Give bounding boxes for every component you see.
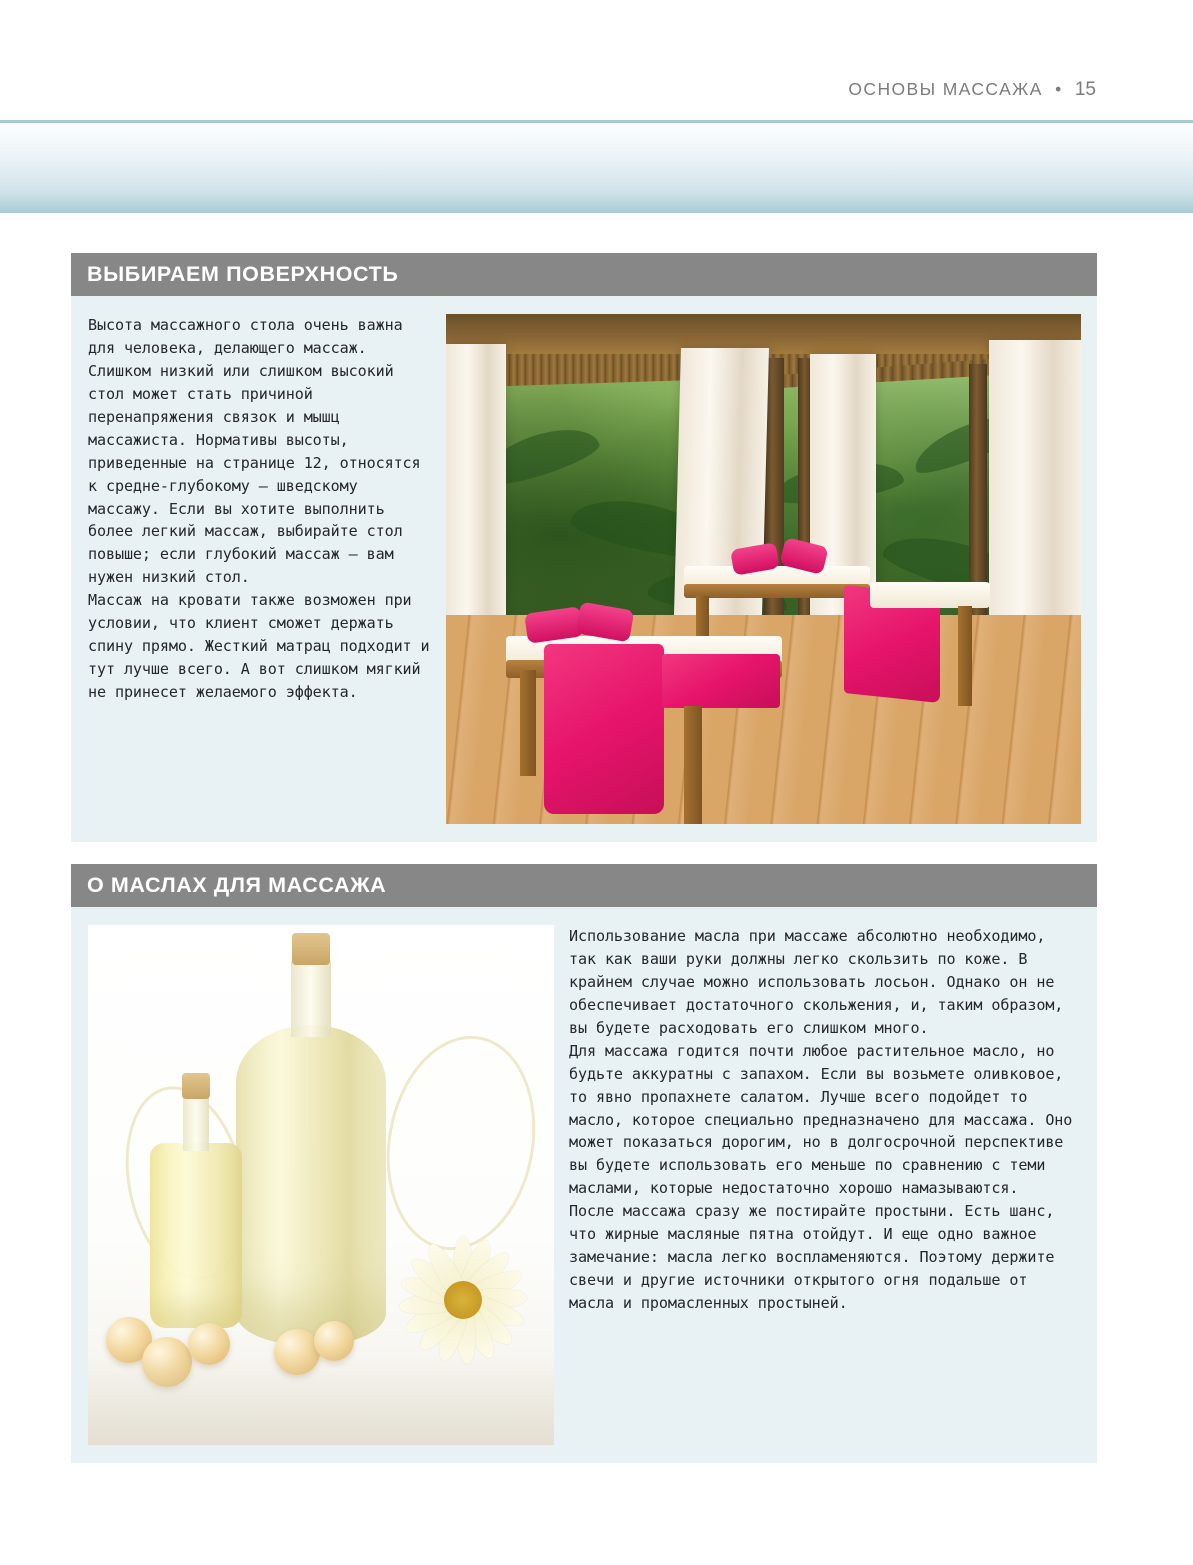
paragraph: Массаж на кровати также возможен при условии, что клиент сможет держать спину прямо. Жесткий матрац подходит и тут лучше всего. А вот слишком мягкий не принесет желаемого эффекта. bbox=[88, 591, 430, 701]
oil-bottle-large bbox=[236, 1025, 386, 1345]
section-body bbox=[71, 296, 1097, 842]
section-title-text: О МАСЛАХ ДЛЯ МАССАЖА bbox=[87, 873, 387, 897]
running-head bbox=[848, 79, 1096, 101]
section-title-bar bbox=[71, 253, 1097, 296]
pink-sheet-near-fold bbox=[662, 654, 780, 708]
section-choosing-surface bbox=[71, 253, 1097, 842]
massage-table-far-frame bbox=[684, 584, 870, 598]
table-leg bbox=[520, 670, 536, 776]
page-number: 15 bbox=[1074, 79, 1096, 100]
paragraph: Для массажа годится почти любое растительное масло, но будьте аккуратны с запахом. Если вы возьмете оливковое, то явно пропахнете салатом. Лучше всего подойдет то масло, которое специально предназначено для массажа. Оно может показаться дорогим, но в долгосрочной перспективе вы будете использовать его меньше по сравнению с теми маслами, которые недостаточно хорошо намазываются. bbox=[569, 1041, 1073, 1198]
section-text-column bbox=[88, 314, 431, 824]
section-title-text: ВЫБИРАЕМ ПОВЕРХНОСТЬ bbox=[87, 262, 399, 286]
running-head-title: ОСНОВЫ МАССАЖА bbox=[848, 79, 1043, 99]
section-body bbox=[71, 907, 1097, 1463]
table-leg bbox=[684, 706, 702, 824]
pink-sheet-near bbox=[544, 644, 664, 814]
flower bbox=[388, 1225, 538, 1375]
header-rule bbox=[0, 120, 1193, 123]
running-head-separator: • bbox=[1055, 79, 1063, 99]
section-about-massage-oils bbox=[71, 864, 1097, 1463]
table-surface-shadow bbox=[88, 1355, 554, 1445]
massage-table-far-top-extension bbox=[870, 582, 990, 608]
paragraph: После массажа сразу же постирайте простыни. Есть шанс, что жирные масляные пятна отойдут. И еще одно важное замечание: масла легко воспламеняются. Поэтому держите свечи и другие источники открытого огня подальше от масла и промасленных простыней. bbox=[569, 1202, 1055, 1312]
paragraph: Использование масла при массаже абсолютно необходимо, так как ваши руки должны легко скользить по коже. В крайнем случае можно использовать лосьон. Однако он не обеспечивает достаточного скольжения, и, таким образом, вы будете расходовать его слишком много. bbox=[569, 927, 1064, 1037]
page-header bbox=[0, 0, 1193, 120]
cork-stopper-small bbox=[182, 1073, 210, 1099]
figure-massage-deck bbox=[446, 314, 1081, 824]
section-title-bar bbox=[71, 864, 1097, 907]
paragraph: Высота массажного стола очень важна для человека, делающего массаж. Слишком низкий или слишком высокий стол может стать причиной перенапряжения связок и мышц массажиста. Нормативы высоты, приведенные на странице 12, относятся к средне-глубокому – шведскому массажу. Если вы хотите выполнить более легкий массаж, выбирайте стол повыше; если глубокий массаж – вам нужен низкий стол. bbox=[88, 316, 421, 587]
section-text-column bbox=[569, 925, 1079, 1445]
oil-bottle-small-neck bbox=[183, 1093, 209, 1151]
header-gradient-band bbox=[0, 120, 1193, 213]
table-leg bbox=[958, 606, 972, 706]
oil-bottle-large-neck bbox=[291, 957, 331, 1037]
flower-center bbox=[444, 1281, 482, 1319]
cork-stopper-large bbox=[292, 933, 330, 965]
oil-bottle-small bbox=[150, 1143, 242, 1328]
figure-massage-oils bbox=[88, 925, 554, 1445]
